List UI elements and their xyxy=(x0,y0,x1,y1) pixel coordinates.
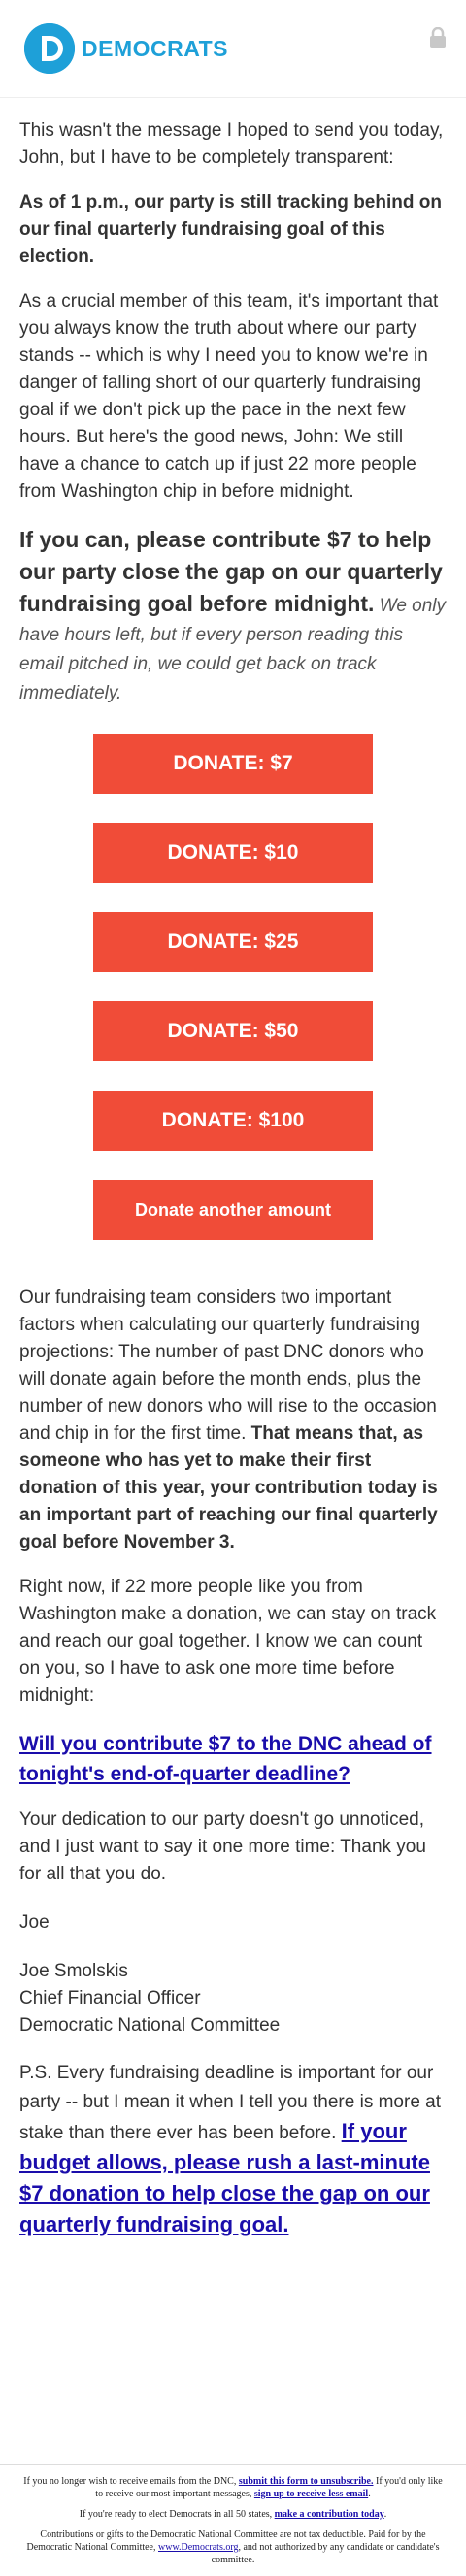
lock-icon xyxy=(429,27,447,53)
projection-paragraph xyxy=(19,1285,447,1556)
footer-text: , and not authorized by any candidate or candidate's committee. xyxy=(211,2542,440,2565)
donate-10-button[interactable]: DONATE: $10 xyxy=(93,823,373,883)
unsubscribe-link[interactable]: submit this form to unsubscribe. xyxy=(238,2476,374,2487)
email-header xyxy=(0,0,466,98)
democrats-site-link[interactable]: www.Democrats.org xyxy=(158,2542,239,2553)
footer-contribute xyxy=(23,2508,443,2521)
signoff: Joe xyxy=(19,1912,50,1933)
footer-disclaimer xyxy=(23,2528,443,2566)
footer-text: . xyxy=(383,2509,387,2520)
signature-name: Joe Smolskis xyxy=(19,1961,128,1981)
footer-text: If you no longer wish to receive emails from the DNC, xyxy=(23,2476,239,2487)
projection-text: Our fundraising team considers two important factors when calculating our quarterly fundraising projections: The number of past DNC donors who will donate again before the month ends, plus the number of new donors who will rise to the occasion and chip in for the first time. xyxy=(19,1288,437,1444)
context-paragraph: As a crucial member of this team, it's important that you always know the truth about where our party stands -- which is why I need you to know we're in danger of falling short of our quarterly fundraising goal if we don't pick up the pace in the next few hours. But here's the good news, John: We still have a chance to catch up if just 22 more people from Washington chip in before midnight. xyxy=(19,291,439,502)
contribute-link[interactable]: Will you contribute $7 to the DNC ahead of tonight's end-of-quarter deadline? xyxy=(19,1733,432,1785)
signature-title: Chief Financial Officer xyxy=(19,1988,201,2008)
email-body xyxy=(0,117,466,2241)
donate-25-button[interactable]: DONATE: $25 xyxy=(93,912,373,972)
less-email-link[interactable]: sign up to receive less email xyxy=(253,2489,369,2499)
ask-bold-text: If you can, please contribute $7 to help our party close the gap on our quarterly fundraising goal before midnight. xyxy=(19,527,443,616)
footer-text: Contributions or gifts to the Democratic National Committee are not tax deductible. Paid for by the Democratic National Committee, xyxy=(26,2529,426,2553)
thanks-paragraph: Your dedication to our party doesn't go unnoticed, and I just want to say it one more time: Thank you for all that you do. xyxy=(19,1810,426,1884)
footer-text: If you'd only like to receive our most important messages, xyxy=(95,2476,443,2499)
postscript-donate-link[interactable]: If your budget allows, please rush a last-minute $7 donation to help close the gap on our quarterly fundraising goal. xyxy=(19,2119,430,2236)
intro-paragraph: This wasn't the message I hoped to send you today, John, but I have to be completely transparent: xyxy=(19,120,444,168)
footer-text: If you're ready to elect Democrats in all 50 states, xyxy=(79,2509,275,2520)
donate-other-amount-button[interactable]: Donate another amount xyxy=(93,1180,373,1240)
logo-d-icon xyxy=(24,23,75,74)
footer-unsubscribe xyxy=(23,2475,443,2500)
ask-paragraph xyxy=(19,525,447,708)
signature-org: Democratic National Committee xyxy=(19,2015,281,2036)
logo-text: DEMOCRATS xyxy=(82,35,229,61)
contribution-link[interactable]: make a contribution today xyxy=(274,2509,384,2520)
donate-50-button[interactable]: DONATE: $50 xyxy=(93,1001,373,1061)
donate-7-button[interactable]: DONATE: $7 xyxy=(93,734,373,794)
ask-italic-text: We only have hours left, but if every person reading this email pitched in, we could get back on track immediately. xyxy=(19,596,447,703)
postscript-paragraph xyxy=(19,2059,447,2241)
signature-block xyxy=(19,1958,447,2039)
email-footer xyxy=(0,2464,466,2574)
projection-bold-text: That means that, as someone who has yet to make their first donation of this year, your contribution today is an important part of reaching our final quarterly goal before November 3. xyxy=(19,1423,438,1552)
donate-button-list xyxy=(19,734,447,1269)
donate-100-button[interactable]: DONATE: $100 xyxy=(93,1091,373,1151)
track-paragraph: Right now, if 22 more people like you from Washington make a donation, we can stay on track and reach our goal together. I know we can count on you, so I have to ask one more time before midnight: xyxy=(19,1577,437,1706)
status-paragraph: As of 1 p.m., our party is still tracking behind on our final quarterly fundraising goal of this election. xyxy=(19,192,442,267)
postscript-text: P.S. Every fundraising deadline is important for our party -- but I mean it when I tell you there is more at stake than there ever has been before. xyxy=(19,2063,442,2143)
footer-text: . xyxy=(368,2489,371,2499)
dnc-logo[interactable] xyxy=(24,23,228,74)
